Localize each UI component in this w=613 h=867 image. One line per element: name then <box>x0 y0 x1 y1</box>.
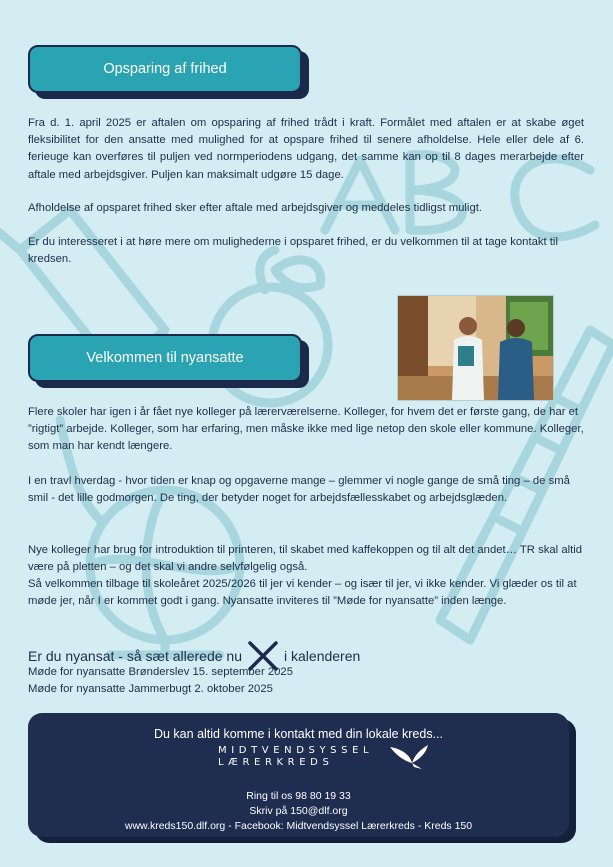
colleagues-photo <box>397 295 554 401</box>
section-heading-opsparing <box>28 45 302 93</box>
meeting-item: Møde for nyansatte Jammerbugt 2. oktober 2025 <box>28 682 273 695</box>
logo-wing-icon <box>388 743 430 771</box>
footer-links: www.kreds150.dlf.org - Facebook: Midtvendsyssel Lærerkreds - Kreds 150 <box>124 820 473 832</box>
callout-text-after: i kalenderen <box>284 648 361 664</box>
paragraph: Nye kolleger har brug for introduktion til printeren, til skabet med kaffekoppen og til alt det andet… TR skal altid være på pletten – og det skal vi andre selvfølgelig også. <box>28 544 583 574</box>
section-heading-velkommen <box>28 334 302 382</box>
paragraph: I en travl hverdag - hvor tiden er knap og opgaverne mange – glemmer vi nogle gange de små ting – de små smil - det lille godmorgen. De ting, der betyder noget for arbejdsfællesskabet og arbejdsglæden. <box>28 475 570 505</box>
paragraph: Er du interesseret i at høre mere om mulighederne i opsparet frihed, er du velkommen til at tage kontakt til kredsen. <box>28 236 558 266</box>
paragraph: Flere skoler har igen i år fået nye kolleger på lærerværelserne. Kolleger, for hvem det er første gang, de har et ”rigtigt” arbejde. Kolleger, som har erfaring, men måske ikke med lige netop den skole eller kommune. Kolleger, som man har kendt længere. <box>28 406 584 453</box>
paragraph: Afholdelse af opsparet frihed sker efter aftale med arbejdsgiver og meddeles tidligst muligt. <box>28 202 482 214</box>
paragraph: Fra d. 1. april 2025 er aftalen om opsparing af frihed trådt i kraft. Formålet med aftalen er at skabe øget fleksibilitet for den ansatte med mulighed for at opspare frihed til senere afholdelse. Hele eller dele af 6. ferieuge kan overføres til puljen ved normperiodens udgang, det samme kan op til 8 dages merarbejde efter aftale med arbejdsgiver. Puljen kan maksimalt udgøre 15 dage. <box>28 117 584 181</box>
meeting-item: Møde for nyansatte Brønderslev 15. september 2025 <box>28 666 293 678</box>
contact-footer <box>28 713 569 837</box>
paragraph: Så velkommen tilbage til skoleåret 2025/2026 til jer vi kender – og især til jer, vi ikke kender. Vi glæder os til at møde jer, når I er kommet godt i gang. Nyansatte inviteres til ”Møde for nyansatte” inden længe. <box>28 578 577 608</box>
logo-line-1: MIDTVENDSYSSEL <box>218 745 374 756</box>
footer-intro: Du kan altid komme i kontakt med din lokale kreds... <box>153 727 444 741</box>
section-heading-text: Velkommen til nyansatte <box>86 350 244 366</box>
logo-line-2: LÆRERKREDS <box>218 757 334 768</box>
footer-email: Skriv på 150@dlf.org <box>249 805 348 817</box>
section-heading-text: Opsparing af frihed <box>103 61 227 77</box>
meeting-list <box>28 664 293 697</box>
kreds-logo <box>218 743 448 785</box>
footer-phone: Ring til os 98 80 19 33 <box>246 790 351 802</box>
callout-text-before: Er du nyansat - så sæt allerede nu <box>28 648 243 664</box>
